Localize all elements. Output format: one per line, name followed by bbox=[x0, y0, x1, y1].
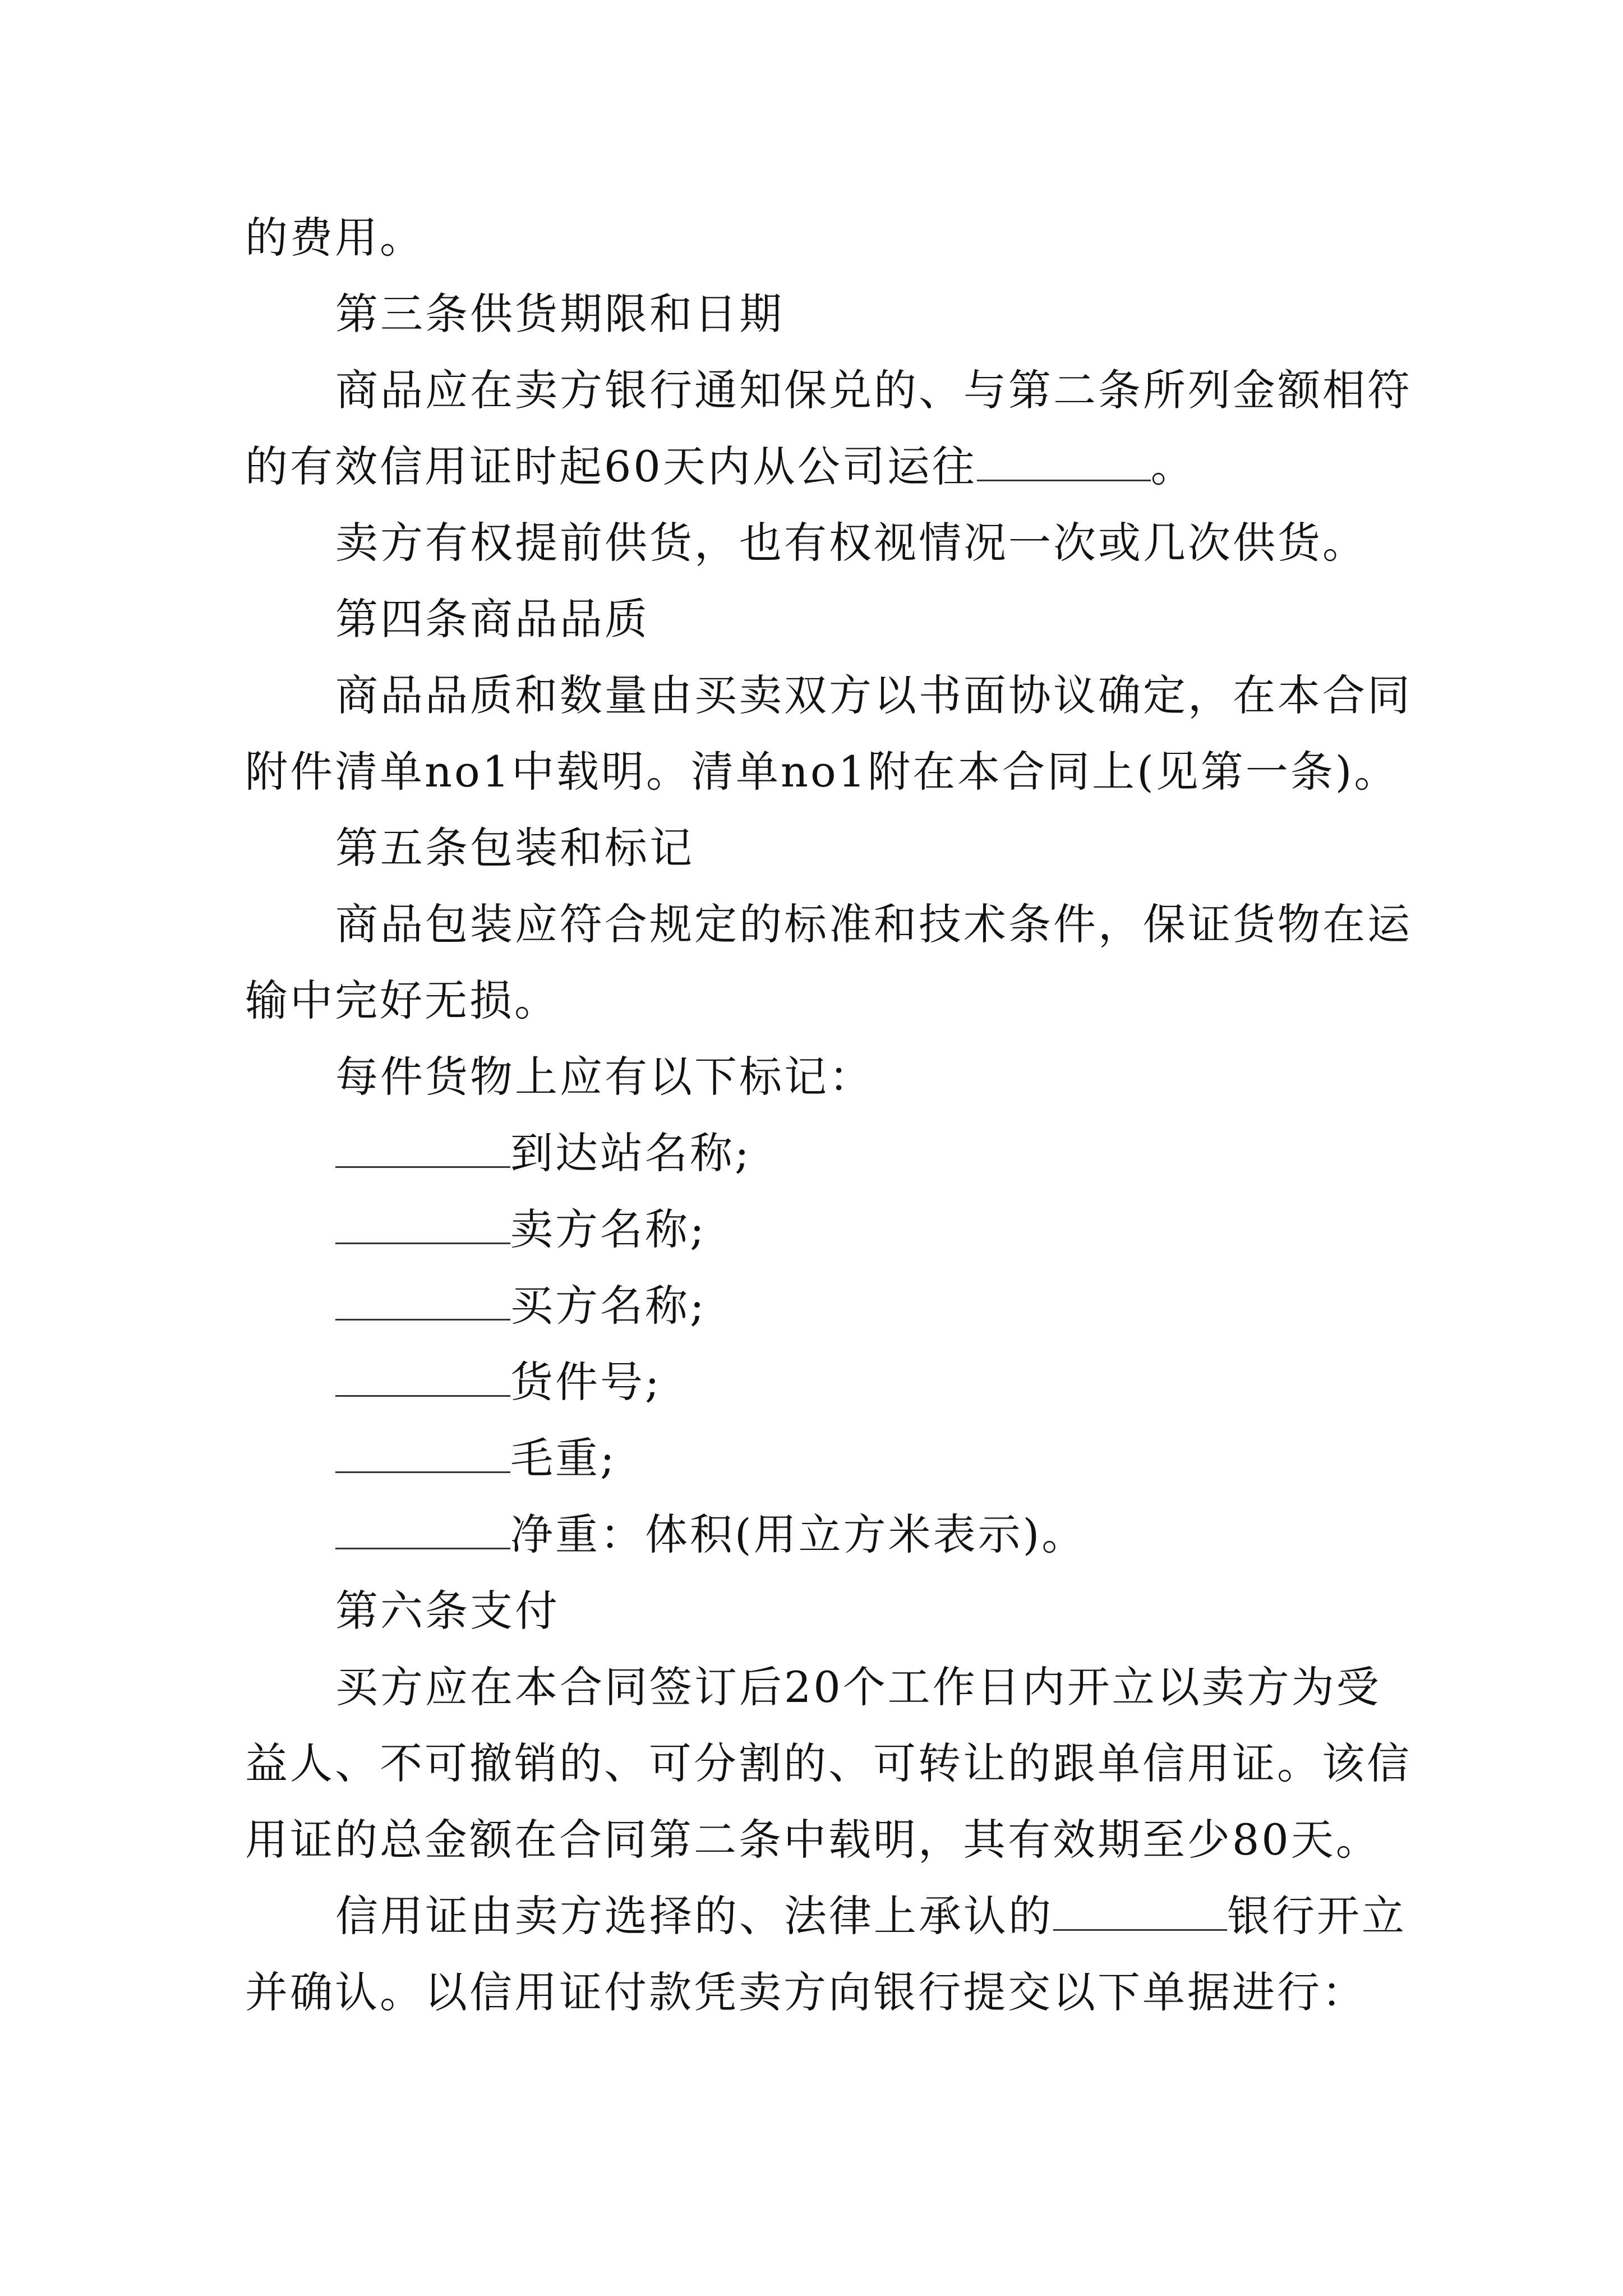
text-line: 输中完好无损。 bbox=[245, 976, 559, 1025]
fill-in-blank bbox=[335, 1508, 510, 1549]
text-line bbox=[245, 440, 1196, 494]
mark-line bbox=[335, 1508, 1086, 1562]
mark-label: 买方名称; bbox=[510, 1281, 707, 1331]
mark-label: 毛重; bbox=[510, 1433, 617, 1483]
text-line: 的费用。 bbox=[245, 213, 425, 263]
mark-label: 卖方名称; bbox=[510, 1204, 707, 1254]
text-line: 每件货物上应有以下标记： bbox=[335, 1052, 874, 1102]
mark-label: 货件号; bbox=[510, 1357, 662, 1407]
text-fragment: 信用证由卖方选择的、法律上承认的 bbox=[335, 1891, 1053, 1941]
section-heading: 第五条包装和标记 bbox=[335, 823, 694, 873]
section-heading: 第四条商品品质 bbox=[335, 594, 649, 644]
text-line: 附件清单no1中载明。清单no1附在本合同上(见第一条)。 bbox=[245, 747, 1399, 797]
mark-line bbox=[335, 1432, 617, 1485]
fill-in-blank bbox=[335, 1356, 510, 1397]
text-line: 买方应在本合同签订后20个工作日内开立以卖方为受 bbox=[335, 1662, 1381, 1712]
text-line: 并确认。以信用证付款凭卖方向银行提交以下单据进行： bbox=[245, 1967, 1367, 2017]
mark-line bbox=[335, 1355, 662, 1409]
fill-in-blank bbox=[335, 1127, 510, 1168]
text-line: 商品包装应符合规定的标准和技术条件，保证货物在运 bbox=[335, 899, 1412, 949]
text-line: 商品品质和数量由买卖双方以书面协议确定，在本合同 bbox=[335, 670, 1412, 720]
mark-line bbox=[335, 1126, 751, 1180]
fill-in-blank bbox=[977, 440, 1151, 481]
text-line: 益人、不可撤销的、可分割的、可转让的跟单信用证。该信 bbox=[245, 1738, 1412, 1788]
fill-in-blank bbox=[335, 1432, 510, 1473]
text-line bbox=[335, 1889, 1407, 1943]
section-heading: 第六条支付 bbox=[335, 1586, 560, 1636]
text-fragment: 银行开立 bbox=[1227, 1891, 1407, 1941]
fill-in-blank bbox=[1053, 1890, 1227, 1931]
text-fragment: 。 bbox=[1150, 441, 1196, 491]
mark-label: 净重：体积(用立方米表示)。 bbox=[510, 1510, 1087, 1559]
text-line: 商品应在卖方银行通知保兑的、与第二条所列金额相符 bbox=[335, 365, 1412, 415]
mark-label: 到达站名称; bbox=[510, 1128, 751, 1178]
mark-line bbox=[335, 1279, 707, 1333]
fill-in-blank bbox=[335, 1280, 510, 1320]
text-fragment: 的有效信用证时起60天内从公司运往 bbox=[245, 441, 977, 491]
text-line: 卖方有权提前供货，也有权视情况一次或几次供货。 bbox=[335, 518, 1367, 568]
text-line: 用证的总金额在合同第二条中载明，其有效期至少80天。 bbox=[245, 1815, 1381, 1865]
section-heading: 第三条供货期限和日期 bbox=[335, 289, 784, 339]
fill-in-blank bbox=[335, 1203, 510, 1244]
mark-line bbox=[335, 1203, 707, 1257]
